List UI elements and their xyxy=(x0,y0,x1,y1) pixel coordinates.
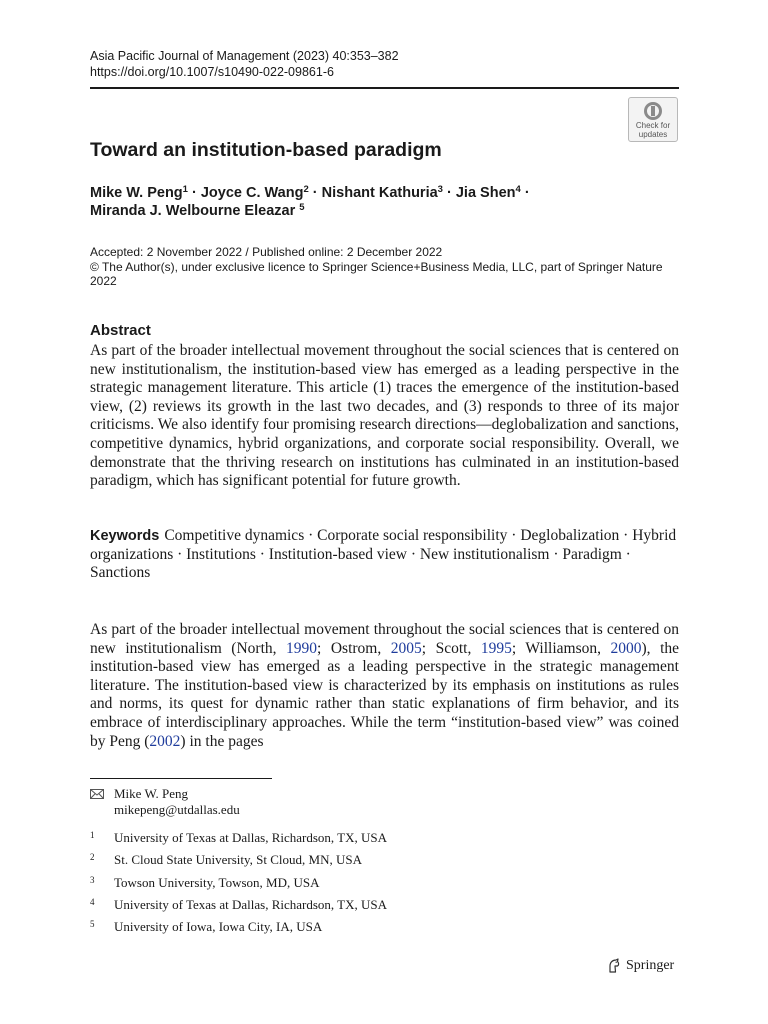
author-name[interactable]: Nishant Kathuria xyxy=(321,185,438,201)
abstract-text: As part of the broader intellectual movement throughout the social sciences that is centered on new institutionalism, the institution-based view has emerged as a leading perspective in the strategic management literature. This article (1) traces the emergence of the institution-based view, (2) reviews its growth in the last two decades, and (3) responds to three of its major criticisms. We also identify four promising research directions—deglobalization and sanctions, competitive dynamics, hybrid organizations, and corporate social responsibility. Overall, we demonstrate that the thriving research on institutions has culminated in an institution-based paradigm, which has significant potential for future growth. xyxy=(90,342,679,490)
keywords-section xyxy=(90,527,679,583)
intro-text: As part of the broader intellectual movement throughout the social sciences that is centered on new institutionalism (North, xyxy=(90,621,679,657)
intro-text: ), the institution-based view has emerged as a leading perspective in the strategic management literature. The institution-based view is characterized by its emphasis on institutions as rules and norms, its quest for dynamic rather than static explanations of firm behavior, and its embrace of interdisciplinary approaches. While the term “institution-based view” was coined by Peng ( xyxy=(90,639,680,750)
keywords-list: Competitive dynamics · Corporate social responsibility · Deglobalization · Hybrid organizations · Institutions · Institution-based view · New institutionalism · Paradigm · Sanctions xyxy=(90,527,677,582)
publisher-logo xyxy=(606,958,674,974)
intro-text: ) in the pages xyxy=(180,732,264,750)
affiliation-number: 5 xyxy=(90,919,95,929)
check-for-updates-badge[interactable] xyxy=(628,97,678,142)
citation-link[interactable]: 1990 xyxy=(286,639,318,657)
badge-label-2: updates xyxy=(638,130,668,139)
author-affiliation-number: 3 xyxy=(437,184,443,195)
check-for-updates-icon xyxy=(643,101,663,121)
author-list xyxy=(90,184,690,220)
author-name[interactable]: Miranda J. Welbourne Eleazar xyxy=(90,203,300,219)
springer-horse-icon xyxy=(606,958,622,974)
author-name[interactable]: Mike W. Peng xyxy=(90,185,183,201)
doi-link[interactable]: https://doi.org/10.1007/s10490-022-09861-6 xyxy=(90,65,334,79)
copyright-line: © The Author(s), under exclusive licence to Springer Science+Business Media, LLC, part of Springer Nature 2022 xyxy=(90,259,663,288)
author-name[interactable]: Jia Shen xyxy=(455,185,516,201)
abstract-heading: Abstract xyxy=(90,322,151,339)
affiliation-text: St. Cloud State University, St Cloud, MN, USA xyxy=(114,852,362,867)
intro-text: ; Williamson, xyxy=(511,639,611,657)
affiliation-number: 3 xyxy=(90,875,95,885)
affiliation-text: Towson University, Towson, MD, USA xyxy=(114,875,320,890)
author-separator: · xyxy=(442,185,456,201)
journal-citation: Asia Pacific Journal of Management (2023) 40:353–382 xyxy=(90,49,399,63)
author-separator: · xyxy=(308,185,322,201)
author-separator: · xyxy=(520,185,530,201)
citation-link[interactable]: 2000 xyxy=(610,639,642,657)
envelope-icon xyxy=(90,789,104,799)
intro-text: ; Ostrom, xyxy=(317,639,391,657)
accepted-published-line: Accepted: 2 November 2022 / Published online: 2 December 2022 xyxy=(90,245,443,259)
author-affiliation-number: 5 xyxy=(299,202,305,213)
affiliation-number: 1 xyxy=(90,830,95,840)
citation-link[interactable]: 1995 xyxy=(480,639,512,657)
author-affiliation-number: 4 xyxy=(515,184,521,195)
affiliation-number: 2 xyxy=(90,852,95,862)
paper-title: Toward an institution-based paradigm xyxy=(90,139,442,161)
affiliation-text: University of Texas at Dallas, Richardson, TX, USA xyxy=(114,830,388,845)
publication-dates xyxy=(90,245,690,289)
author-affiliation-number: 2 xyxy=(303,184,309,195)
badge-label-1: Check for xyxy=(635,121,671,130)
citation-link[interactable]: 2002 xyxy=(149,732,181,750)
intro-paragraph xyxy=(90,621,679,751)
affiliation-text: University of Texas at Dallas, Richardson, TX, USA xyxy=(114,897,388,912)
footnote-rule xyxy=(90,778,272,779)
affiliation-text: University of Iowa, Iowa City, IA, USA xyxy=(114,919,323,934)
affiliation-number: 4 xyxy=(90,897,95,907)
citation-link[interactable]: 2005 xyxy=(390,639,422,657)
keywords-label: Keywords xyxy=(90,528,160,544)
publisher-name: Springer xyxy=(626,958,675,973)
intro-text: ; Scott, xyxy=(421,639,481,657)
author-name[interactable]: Joyce C. Wang xyxy=(200,185,304,201)
corresponding-author-name: Mike W. Peng xyxy=(114,786,189,801)
author-separator: · xyxy=(187,185,201,201)
corresponding-author-email[interactable]: mikepeng@utdallas.edu xyxy=(114,802,240,817)
header-rule xyxy=(90,87,679,89)
journal-header xyxy=(90,48,399,80)
author-affiliation-number: 1 xyxy=(182,184,188,195)
